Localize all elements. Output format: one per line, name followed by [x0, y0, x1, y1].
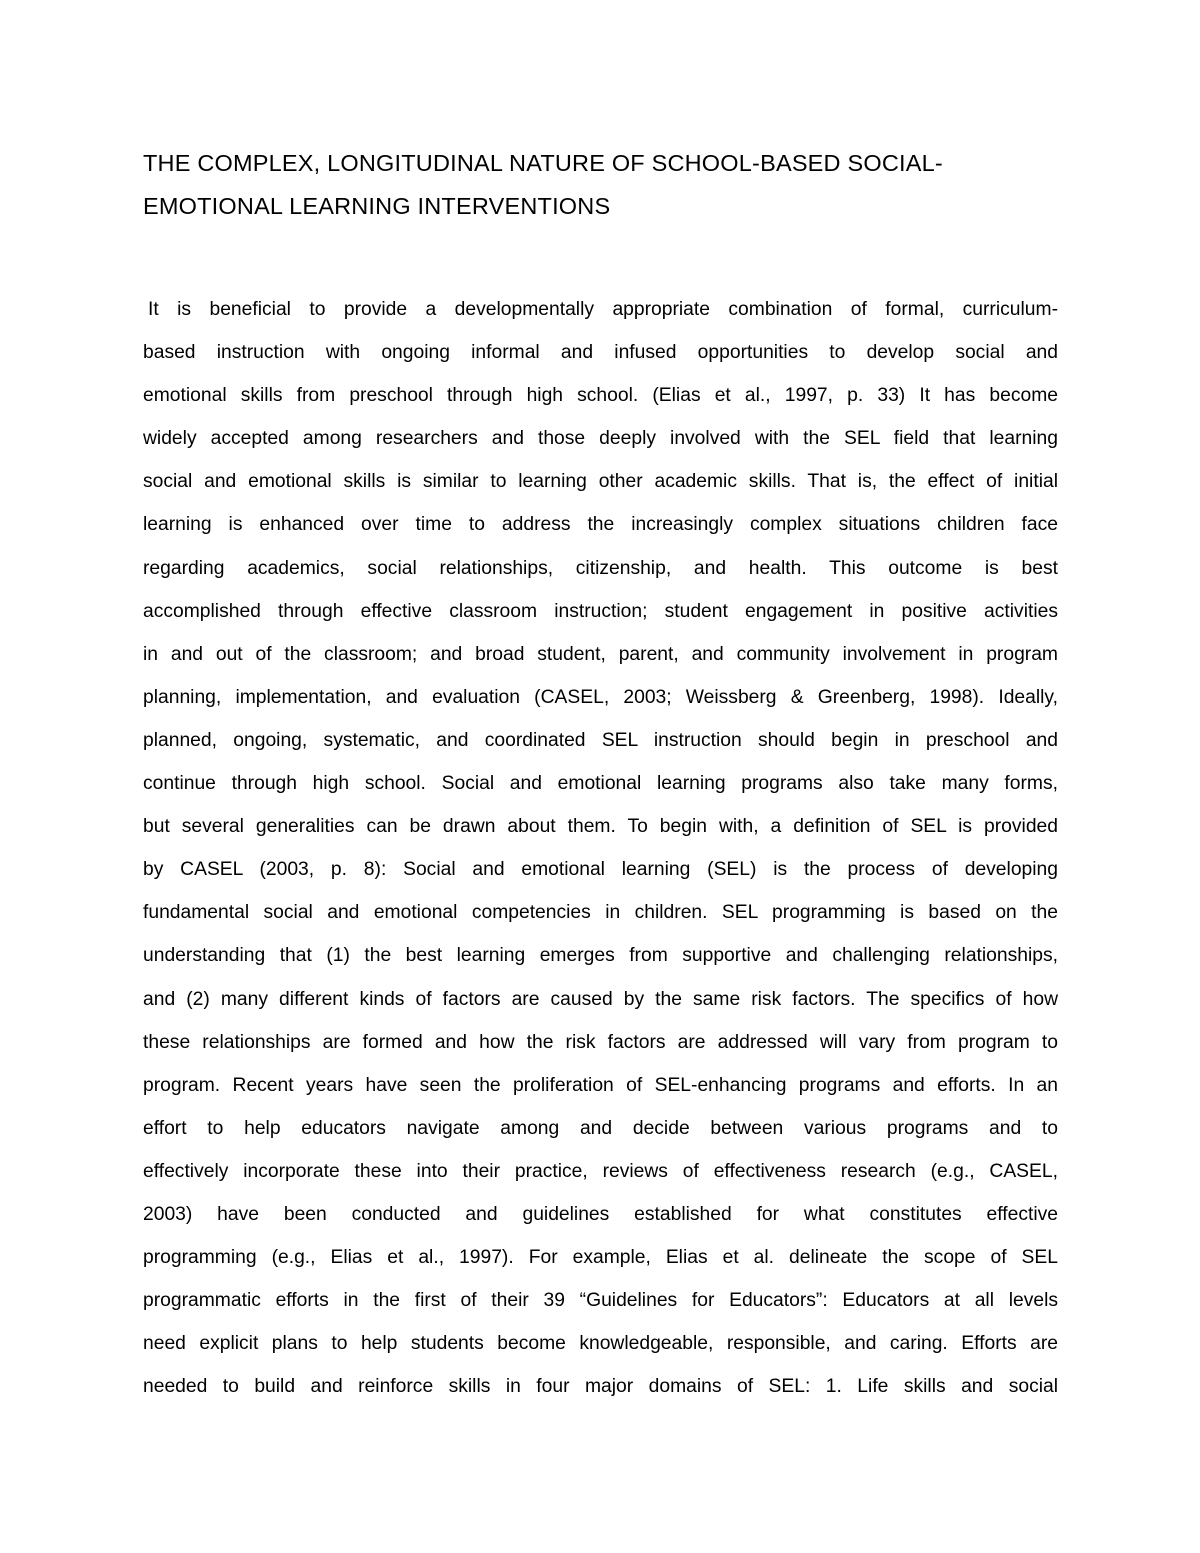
body-line: based instruction with ongoing informal and infused opportunities to develop social and [143, 342, 1058, 364]
body-line: effort to help educators navigate among and decide between various programs and to [143, 1117, 1058, 1139]
document-page [143, 0, 1058, 1553]
body-line: needed to build and reinforce skills in four major domains of SEL: 1. Life skills and social [143, 1376, 1058, 1398]
body-line: planned, ongoing, systematic, and coordinated SEL instruction should begin in preschool and [143, 729, 1058, 751]
title-line: THE COMPLEX, LONGITUDINAL NATURE OF SCHOOL-BASED SOCIAL- [143, 150, 943, 176]
body-line: fundamental social and emotional competencies in children. SEL programming is based on the [143, 902, 1058, 924]
body-line: emotional skills from preschool through high school. (Elias et al., 1997, p. 33) It has become [143, 385, 1058, 407]
document-body [143, 288, 1058, 1408]
body-line: in and out of the classroom; and broad student, parent, and community involvement in program [143, 643, 1058, 665]
body-line: programming (e.g., Elias et al., 1997). For example, Elias et al. delineate the scope of SEL [143, 1247, 1058, 1269]
document-title [143, 146, 1058, 232]
body-line: learning is enhanced over time to address the increasingly complex situations children face [143, 514, 1058, 536]
body-line: understanding that (1) the best learning emerges from supportive and challenging relationships, [143, 945, 1058, 967]
title-line: EMOTIONAL LEARNING INTERVENTIONS [143, 193, 611, 220]
body-line: programmatic efforts in the first of their 39 “Guidelines for Educators”: Educators at all levels [143, 1290, 1058, 1312]
body-line: regarding academics, social relationships, citizenship, and health. This outcome is best [143, 557, 1058, 579]
body-line: planning, implementation, and evaluation (CASEL, 2003; Weissberg & Greenberg, 1998). Ideally, [143, 686, 1058, 708]
body-line: program. Recent years have seen the proliferation of SEL-enhancing programs and efforts. In an [143, 1074, 1058, 1096]
body-line: these relationships are formed and how the risk factors are addressed will vary from program to [143, 1031, 1058, 1053]
body-line: continue through high school. Social and emotional learning programs also take many forms, [143, 773, 1058, 795]
body-line: 2003) have been conducted and guidelines established for what constitutes effective [143, 1203, 1058, 1225]
body-line: social and emotional skills is similar to learning other academic skills. That is, the effect of initial [143, 471, 1058, 493]
body-line: by CASEL (2003, p. 8): Social and emotional learning (SEL) is the process of developing [143, 859, 1058, 881]
body-line: effectively incorporate these into their practice, reviews of effectiveness research (e.g., CASEL, [143, 1160, 1058, 1182]
body-line: widely accepted among researchers and those deeply involved with the SEL field that learning [143, 428, 1058, 450]
body-line: but several generalities can be drawn about them. To begin with, a definition of SEL is provided [143, 816, 1058, 838]
body-line: and (2) many different kinds of factors are caused by the same risk factors. The specifics of how [143, 988, 1058, 1010]
body-line: need explicit plans to help students become knowledgeable, responsible, and caring. Efforts are [143, 1333, 1058, 1355]
body-line: It is beneficial to provide a developmentally appropriate combination of formal, curriculum- [148, 299, 1058, 320]
body-line: accomplished through effective classroom instruction; student engagement in positive activities [143, 600, 1058, 622]
